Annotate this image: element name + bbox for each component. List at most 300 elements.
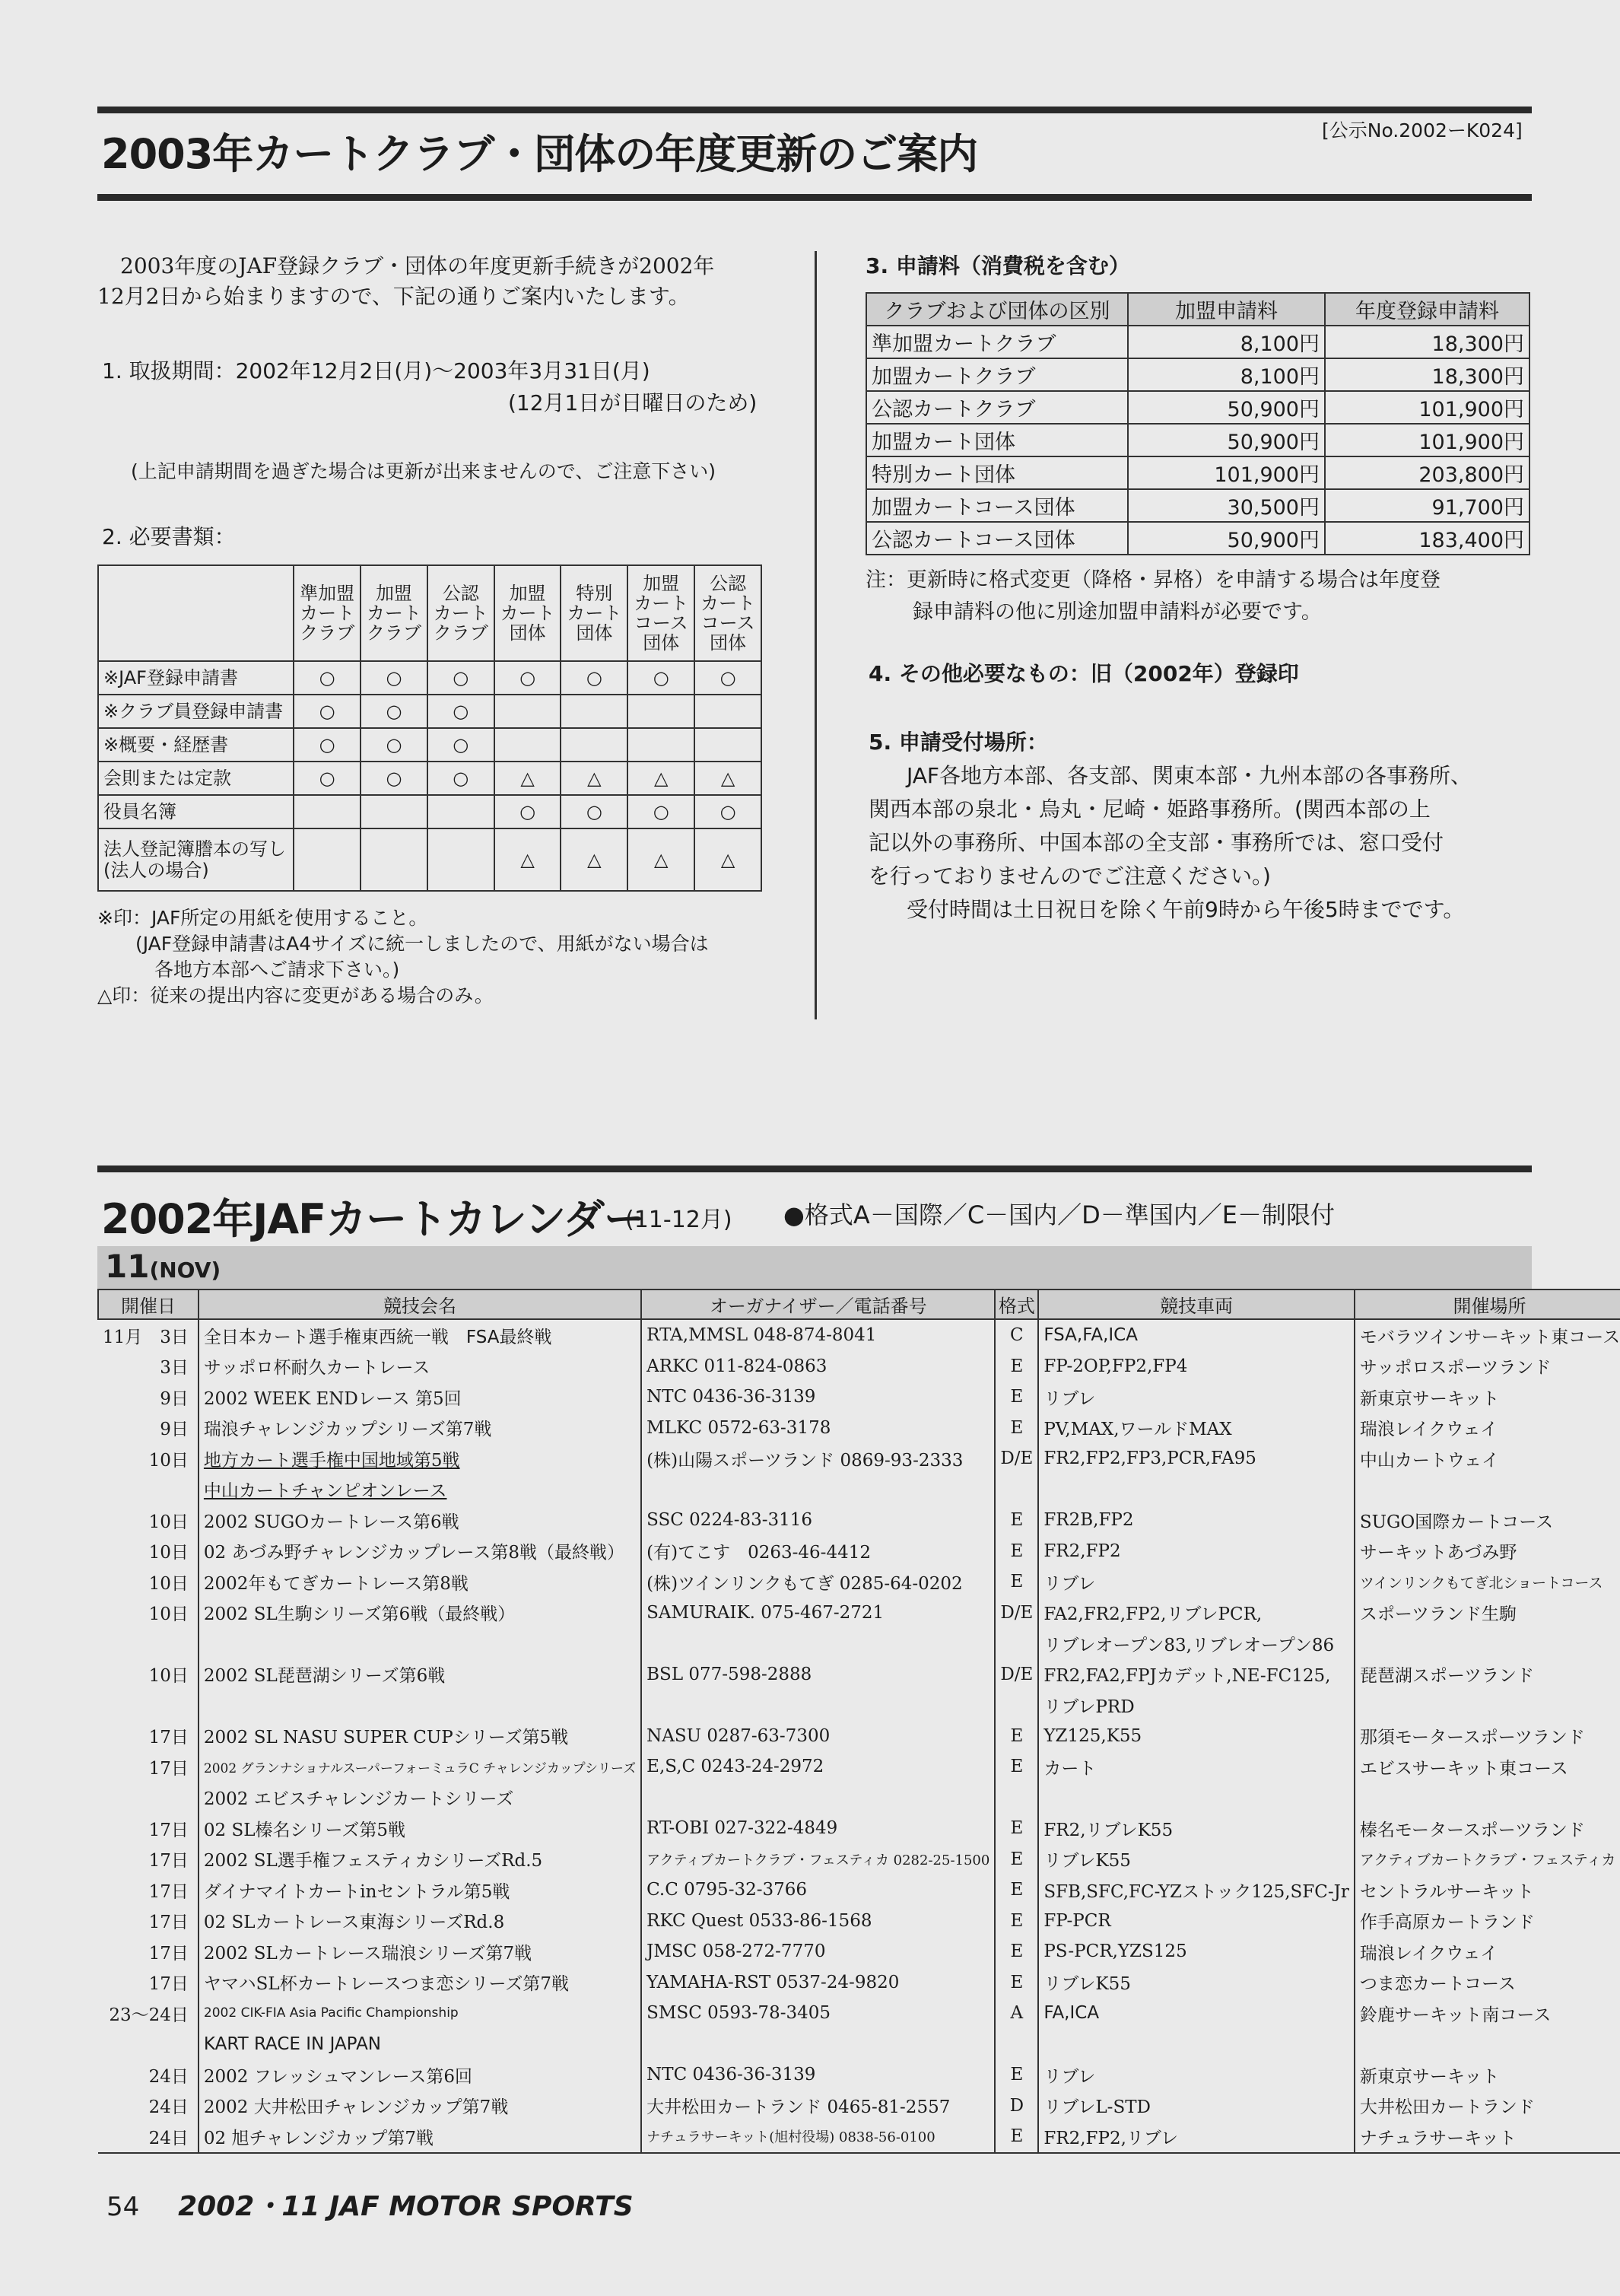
cal-col-header: 競技車両 bbox=[1038, 1290, 1355, 1319]
calendar-row bbox=[98, 1751, 1620, 1782]
event-name: 02 SL榛名シリーズ第5戦 bbox=[199, 1813, 641, 1844]
venue: SUGO国際カートコース bbox=[1355, 1505, 1620, 1536]
docs-row-label: ※JAF登録申請書 bbox=[98, 661, 294, 695]
event-date: 10日 bbox=[148, 1604, 189, 1625]
fees-col-header: 加盟申請料 bbox=[1128, 293, 1325, 326]
event-date: 10日 bbox=[148, 1512, 189, 1532]
organizer bbox=[641, 1628, 995, 1659]
docs-mark: ○ bbox=[294, 661, 361, 695]
docs-mark: ○ bbox=[427, 762, 494, 795]
docs-mark: △ bbox=[694, 762, 761, 795]
event-date: 11月 3日 bbox=[103, 1327, 189, 1347]
reception-line: 記以外の事務所、中国本部の全支部・事務所では、窓口受付 bbox=[869, 830, 1444, 855]
docs-mark bbox=[494, 695, 561, 728]
organizer: ナチュラサーキット(旭村役場) 0838-56-0100 bbox=[641, 2121, 995, 2153]
venue: サーキットあづみ野 bbox=[1355, 1536, 1620, 1567]
docs-mark: ○ bbox=[361, 695, 427, 728]
docs-row bbox=[98, 795, 761, 828]
event-date: 17日 bbox=[148, 1758, 189, 1779]
top-rule bbox=[97, 107, 1532, 113]
reception-line: JAF各地方本部、各支部、関東本部・九州本部の各事務所、 bbox=[907, 763, 1472, 788]
docs-mark bbox=[361, 828, 427, 891]
docs-mark: ○ bbox=[627, 795, 694, 828]
fees-row bbox=[866, 456, 1529, 489]
docs-col-header: 加盟 カート コース 団体 bbox=[627, 565, 694, 661]
venue: サッポロスポーツランド bbox=[1355, 1351, 1620, 1382]
reception-line: を行っておりませんのでご注意ください。) bbox=[869, 863, 1271, 889]
calendar-row bbox=[98, 1690, 1620, 1721]
event-name: サッポロ杯耐久カートレース bbox=[199, 1351, 641, 1382]
docs-mark: ○ bbox=[294, 728, 361, 762]
event-name bbox=[199, 1690, 641, 1721]
calendar-header-row bbox=[98, 1290, 1620, 1319]
page-title: 2003年カートクラブ・団体の年度更新のご案内 bbox=[101, 130, 978, 178]
calendar-row bbox=[98, 1875, 1620, 1906]
event-grade: D bbox=[995, 2091, 1038, 2122]
event-grade: D/E bbox=[995, 1659, 1038, 1690]
event-grade: E bbox=[995, 1875, 1038, 1906]
organizer: NTC 0436-36-3139 bbox=[641, 1382, 995, 1413]
docs-mark bbox=[561, 728, 627, 762]
organizer: MLKC 0572-63-3178 bbox=[641, 1413, 995, 1444]
event-date: 10日 bbox=[148, 1543, 189, 1563]
fees-amount: 91,700円 bbox=[1325, 489, 1529, 522]
calendar-row bbox=[98, 1536, 1620, 1567]
event-grade bbox=[995, 1690, 1038, 1721]
vehicles: リブレ bbox=[1038, 2059, 1355, 2091]
vehicles: FP-PCR bbox=[1038, 1906, 1355, 1937]
docs-mark: ○ bbox=[361, 762, 427, 795]
organizer: YAMAHA-RST 0537-24-9820 bbox=[641, 1967, 995, 1999]
vehicles: PV,MAX,ワールドMAX bbox=[1038, 1413, 1355, 1444]
event-name: 2002 SL琵琶湖シリーズ第6戦 bbox=[199, 1659, 641, 1690]
calendar-row bbox=[98, 1998, 1620, 2029]
venue: 瑞浪レイクウェイ bbox=[1355, 1413, 1620, 1444]
event-name: ヤマハSL杯カートレースつま恋シリーズ第7戦 bbox=[199, 1967, 641, 1999]
event-date: 24日 bbox=[148, 2097, 189, 2118]
calendar-row bbox=[98, 2029, 1620, 2060]
event-name: 全日本カート選手権東西統一戦 FSA最終戦 bbox=[199, 1319, 641, 1351]
organizer: NASU 0287-63-7300 bbox=[641, 1721, 995, 1752]
docs-mark: △ bbox=[494, 762, 561, 795]
docs-row-label: 役員名簿 bbox=[98, 795, 294, 828]
event-date bbox=[98, 1782, 199, 1814]
docs-mark: △ bbox=[561, 762, 627, 795]
event-date bbox=[98, 1628, 199, 1659]
event-grade bbox=[995, 2029, 1038, 2060]
fees-amount: 203,800円 bbox=[1325, 456, 1529, 489]
calendar-row bbox=[98, 1566, 1620, 1598]
event-name: 2002年もてぎカートレース第8戦 bbox=[199, 1566, 641, 1598]
event-grade: E bbox=[995, 1413, 1038, 1444]
event-grade: E bbox=[995, 1566, 1038, 1598]
intro-text bbox=[97, 251, 714, 312]
docs-mark: ○ bbox=[427, 695, 494, 728]
event-grade: E bbox=[995, 1967, 1038, 1999]
venue: 新東京サーキット bbox=[1355, 2059, 1620, 2091]
organizer: E,S,C 0243-24-2972 bbox=[641, 1751, 995, 1782]
calendar-row bbox=[98, 2091, 1620, 2122]
event-date: 17日 bbox=[148, 1728, 189, 1748]
organizer bbox=[641, 2029, 995, 2060]
docs-row-label: 会則または定款 bbox=[98, 762, 294, 795]
organizer: アクティブカートクラブ・フェスティカ 0282-25-1500 bbox=[641, 1844, 995, 1875]
period-note: (上記申請期間を過ぎた場合は更新が出来ませんので、ご注意下さい) bbox=[131, 460, 716, 482]
fees-row bbox=[866, 391, 1529, 424]
event-grade: E bbox=[995, 1813, 1038, 1844]
event-grade bbox=[995, 1628, 1038, 1659]
venue bbox=[1355, 1782, 1620, 1814]
cal-col-header: 開催場所 bbox=[1355, 1290, 1620, 1319]
fees-amount: 8,100円 bbox=[1128, 358, 1325, 391]
venue: アクティブカートクラブ・フェスティカ bbox=[1355, 1844, 1620, 1875]
calendar-table bbox=[97, 1289, 1620, 2154]
docs-mark: ○ bbox=[361, 728, 427, 762]
event-name: 2002 フレッシュマンレース第6回 bbox=[199, 2059, 641, 2091]
docs-mark: △ bbox=[694, 828, 761, 891]
docs-mark: ○ bbox=[294, 695, 361, 728]
event-grade: E bbox=[995, 1906, 1038, 1937]
fees-amount: 183,400円 bbox=[1325, 522, 1529, 555]
vehicles: カート bbox=[1038, 1751, 1355, 1782]
docs-note: ※印：JAF所定の用紙を使用すること。 bbox=[97, 907, 428, 929]
event-grade: E bbox=[995, 1751, 1038, 1782]
event-name: 2002 グランナショナルスーパーフォーミュラC チャレンジカップシリーズ bbox=[199, 1751, 641, 1782]
period-sub: (12月1日が日曜日のため) bbox=[508, 390, 758, 415]
venue: 那須モータースポーツランド bbox=[1355, 1721, 1620, 1752]
event-name: ダイナマイトカートinセントラル第5戦 bbox=[199, 1875, 641, 1906]
fees-amount: 101,900円 bbox=[1325, 424, 1529, 456]
fees-col-header: クラブおよび団体の区別 bbox=[866, 293, 1128, 326]
event-name: 02 旭チャレンジカップ第7戦 bbox=[199, 2121, 641, 2153]
docs-mark bbox=[294, 795, 361, 828]
event-date: 24日 bbox=[148, 2066, 189, 2087]
cal-col-header: 格式 bbox=[995, 1290, 1038, 1319]
venue: 榛名モータースポーツランド bbox=[1355, 1813, 1620, 1844]
event-date bbox=[98, 1474, 199, 1506]
docs-mark bbox=[494, 728, 561, 762]
docs-mark bbox=[694, 695, 761, 728]
venue: セントラルサーキット bbox=[1355, 1875, 1620, 1906]
docs-mark: ○ bbox=[694, 661, 761, 695]
calendar-row bbox=[98, 1721, 1620, 1752]
vehicles: SFB,SFC,FC-YZストック125,SFC-Jr bbox=[1038, 1875, 1355, 1906]
vehicles: FR2B,FP2 bbox=[1038, 1505, 1355, 1536]
fees-amount: 18,300円 bbox=[1325, 358, 1529, 391]
docs-row bbox=[98, 728, 761, 762]
footer bbox=[106, 2185, 634, 2224]
organizer: (株)ツインリンクもてぎ 0285-64-0202 bbox=[641, 1566, 995, 1598]
fees-category: 加盟カートコース団体 bbox=[866, 489, 1128, 522]
vehicles: FR2,FP2,FP3,PCR,FA95 bbox=[1038, 1443, 1355, 1474]
event-name: 2002 SUGOカートレース第6戦 bbox=[199, 1505, 641, 1536]
vehicles: リブレL-STD bbox=[1038, 2091, 1355, 2122]
event-date: 10日 bbox=[148, 1450, 189, 1471]
venue: 中山カートウェイ bbox=[1355, 1443, 1620, 1474]
docs-note: △印：従来の提出内容に変更がある場合のみ。 bbox=[97, 984, 494, 1006]
fees-row bbox=[866, 489, 1529, 522]
event-name: 2002 大井松田チャレンジカップ第7戦 bbox=[199, 2091, 641, 2122]
fees-category: 加盟カート団体 bbox=[866, 424, 1128, 456]
month-label bbox=[105, 1248, 221, 1285]
calendar-row bbox=[98, 1782, 1620, 1814]
required-docs-table bbox=[97, 564, 762, 892]
docs-row bbox=[98, 828, 761, 891]
docs-mark: △ bbox=[494, 828, 561, 891]
vehicles: FA,ICA bbox=[1038, 1998, 1355, 2029]
organizer bbox=[641, 1690, 995, 1721]
calendar-row bbox=[98, 1659, 1620, 1690]
venue bbox=[1355, 1474, 1620, 1506]
docs-row bbox=[98, 762, 761, 795]
event-name: 02 SLカートレース東海シリーズRd.8 bbox=[199, 1906, 641, 1937]
vehicles: FP-2OP,FP2,FP4 bbox=[1038, 1351, 1355, 1382]
cal-col-header: オーガナイザー／電話番号 bbox=[641, 1290, 995, 1319]
docs-col-header: 公認 カート クラブ bbox=[427, 565, 494, 661]
event-name: 2002 エビスチャレンジカートシリーズ bbox=[199, 1782, 641, 1814]
fees-header-row bbox=[866, 293, 1529, 326]
docs-mark: △ bbox=[561, 828, 627, 891]
calendar-row bbox=[98, 1844, 1620, 1875]
event-date: 9日 bbox=[160, 1388, 189, 1409]
docs-notes bbox=[97, 905, 709, 1009]
organizer: RKC Quest 0533-86-1568 bbox=[641, 1906, 995, 1937]
venue: 鈴鹿サーキット南コース bbox=[1355, 1998, 1620, 2029]
calendar-row bbox=[98, 1319, 1620, 1351]
calendar-row bbox=[98, 1936, 1620, 1967]
column-divider bbox=[815, 251, 817, 1019]
cal-col-header: 競技会名 bbox=[199, 1290, 641, 1319]
venue bbox=[1355, 1628, 1620, 1659]
vehicles: FA2,FR2,FP2,リブレPCR, bbox=[1038, 1598, 1355, 1629]
vehicles bbox=[1038, 1474, 1355, 1506]
event-grade: E bbox=[995, 1721, 1038, 1752]
month-bar bbox=[97, 1246, 1532, 1289]
organizer: (株)山陽スポーツランド 0869-93-2333 bbox=[641, 1443, 995, 1474]
docs-col-header: 加盟 カート 団体 bbox=[494, 565, 561, 661]
fees-row bbox=[866, 424, 1529, 456]
vehicles: PS-PCR,YZS125 bbox=[1038, 1936, 1355, 1967]
organizer: BSL 077-598-2888 bbox=[641, 1659, 995, 1690]
month-en: (NOV) bbox=[149, 1258, 221, 1283]
calendar-subtitle: (11-12月) bbox=[625, 1207, 732, 1233]
reception-heading: 5. 申請受付場所： bbox=[869, 730, 1048, 755]
event-name: 2002 SL NASU SUPER CUPシリーズ第5戦 bbox=[199, 1721, 641, 1752]
organizer: RTA,MMSL 048-874-8041 bbox=[641, 1319, 995, 1351]
vehicles: FR2,リブレK55 bbox=[1038, 1813, 1355, 1844]
docs-mark: ○ bbox=[427, 661, 494, 695]
fees-category: 加盟カートクラブ bbox=[866, 358, 1128, 391]
calendar-row bbox=[98, 1906, 1620, 1937]
fees-table bbox=[866, 292, 1530, 555]
event-date: 9日 bbox=[160, 1420, 189, 1440]
vehicles: FR2,FP2 bbox=[1038, 1536, 1355, 1567]
event-date: 17日 bbox=[148, 1881, 189, 1902]
month-number: 11 bbox=[105, 1248, 150, 1285]
organizer: NTC 0436-36-3139 bbox=[641, 2059, 995, 2091]
fees-row bbox=[866, 358, 1529, 391]
fees-category: 特別カート団体 bbox=[866, 456, 1128, 489]
fees-category: 準加盟カートクラブ bbox=[866, 326, 1128, 358]
docs-mark: ○ bbox=[694, 795, 761, 828]
event-date: 10日 bbox=[148, 1666, 189, 1687]
calendar-row bbox=[98, 1351, 1620, 1382]
docs-mark: ○ bbox=[494, 661, 561, 695]
fees-amount: 8,100円 bbox=[1128, 326, 1325, 358]
fees-amount: 30,500円 bbox=[1128, 489, 1325, 522]
docs-mark: △ bbox=[627, 828, 694, 891]
event-grade: E bbox=[995, 1351, 1038, 1382]
docs-mark: ○ bbox=[361, 661, 427, 695]
calendar-row bbox=[98, 1598, 1620, 1629]
event-name: 中山カートチャンピオンレース bbox=[199, 1474, 641, 1506]
docs-note: (JAF登録申請書はA4サイズに統一しましたので、用紙がない場合は bbox=[135, 933, 709, 955]
organizer: JMSC 058-272-7770 bbox=[641, 1936, 995, 1967]
event-date bbox=[98, 1690, 199, 1721]
reception-line: 受付時間は土日祝日を除く午前9時から午後5時までです。 bbox=[907, 897, 1465, 922]
docs-mark bbox=[627, 695, 694, 728]
event-grade: D/E bbox=[995, 1598, 1038, 1629]
calendar-rule bbox=[97, 1165, 1532, 1172]
fees-category: 公認カートクラブ bbox=[866, 391, 1128, 424]
organizer: C.C 0795-32-3766 bbox=[641, 1875, 995, 1906]
event-grade: E bbox=[995, 2059, 1038, 2091]
venue: エビスサーキット東コース bbox=[1355, 1751, 1620, 1782]
fees-row bbox=[866, 326, 1529, 358]
docs-mark bbox=[561, 695, 627, 728]
event-name: 瑞浪チャレンジカップシリーズ第7戦 bbox=[199, 1413, 641, 1444]
event-grade: E bbox=[995, 1505, 1038, 1536]
docs-mark bbox=[361, 795, 427, 828]
organizer: 大井松田カートランド 0465-81-2557 bbox=[641, 2091, 995, 2122]
vehicles bbox=[1038, 2029, 1355, 2060]
fees-amount: 50,900円 bbox=[1128, 391, 1325, 424]
calendar-row bbox=[98, 1443, 1620, 1474]
fees-amount: 101,900円 bbox=[1128, 456, 1325, 489]
event-date: 3日 bbox=[160, 1358, 189, 1379]
docs-col-header: 特別 カート 団体 bbox=[561, 565, 627, 661]
event-date: 23～24日 bbox=[109, 2005, 189, 2025]
event-date: 17日 bbox=[148, 1913, 189, 1933]
fees-row bbox=[866, 522, 1529, 555]
event-name: 2002 SL生駒シリーズ第6戦（最終戦） bbox=[199, 1598, 641, 1629]
calendar-row bbox=[98, 2059, 1620, 2091]
venue bbox=[1355, 1690, 1620, 1721]
fees-note-line: 録申請料の他に別途加盟申請料が必要です。 bbox=[913, 600, 1322, 624]
venue: つま恋カートコース bbox=[1355, 1967, 1620, 1999]
docs-mark: △ bbox=[627, 762, 694, 795]
docs-mark bbox=[694, 728, 761, 762]
magazine-name: 2002・11 JAF MOTOR SPORTS bbox=[178, 2191, 634, 2222]
calendar-row bbox=[98, 1628, 1620, 1659]
docs-row-label: ※クラブ員登録申請書 bbox=[98, 695, 294, 728]
event-grade bbox=[995, 1782, 1038, 1814]
vehicles bbox=[1038, 1782, 1355, 1814]
organizer: SSC 0224-83-3116 bbox=[641, 1505, 995, 1536]
docs-corner bbox=[98, 565, 294, 661]
docs-mark bbox=[427, 795, 494, 828]
docs-mark: ○ bbox=[561, 795, 627, 828]
event-name: KART RACE IN JAPAN bbox=[199, 2029, 641, 2060]
vehicles: リブレK55 bbox=[1038, 1967, 1355, 1999]
event-name: 地方カート選手権中国地域第5戦 bbox=[199, 1443, 641, 1474]
docs-row bbox=[98, 695, 761, 728]
vehicles: リブレK55 bbox=[1038, 1844, 1355, 1875]
docs-mark: ○ bbox=[561, 661, 627, 695]
venue: ツインリンクもてぎ北ショートコース bbox=[1355, 1566, 1620, 1598]
event-date: 17日 bbox=[148, 1851, 189, 1871]
other-items: 4. その他必要なもの：旧（2002年）登録印 bbox=[869, 661, 1299, 686]
calendar-row bbox=[98, 2121, 1620, 2153]
docs-mark: ○ bbox=[494, 795, 561, 828]
docs-row-label: 法人登記簿謄本の写し (法人の場合) bbox=[98, 828, 294, 891]
venue: スポーツランド生駒 bbox=[1355, 1598, 1620, 1629]
intro-line: 12月2日から始まりますので、下記の通りご案内いたします。 bbox=[97, 284, 690, 309]
venue: 大井松田カートランド bbox=[1355, 2091, 1620, 2122]
fees-note bbox=[866, 564, 1441, 628]
event-date: 17日 bbox=[148, 1974, 189, 1995]
fees-amount: 18,300円 bbox=[1325, 326, 1529, 358]
event-name: 02 あづみ野チャレンジカップレース第8戦（最終戦） bbox=[199, 1536, 641, 1567]
organizer: ARKC 011-824-0863 bbox=[641, 1351, 995, 1382]
notice-number: [公示No.2002ーK024] bbox=[1322, 119, 1523, 142]
vehicles: FR2,FP2,リブレ bbox=[1038, 2121, 1355, 2153]
fees-heading: 3. 申請料（消費税を含む） bbox=[866, 253, 1130, 278]
cal-col-header: 開催日 bbox=[98, 1290, 199, 1319]
fees-amount: 50,900円 bbox=[1128, 424, 1325, 456]
organizer: (有)てこす 0263-46-4412 bbox=[641, 1536, 995, 1567]
event-name: 2002 CIK-FIA Asia Pacific Championship bbox=[199, 1998, 641, 2029]
event-date: 17日 bbox=[148, 1943, 189, 1964]
fees-category: 公認カートコース団体 bbox=[866, 522, 1128, 555]
venue: 瑞浪レイクウェイ bbox=[1355, 1936, 1620, 1967]
vehicles: リブレ bbox=[1038, 1566, 1355, 1598]
docs-col-header: 公認 カート コース 団体 bbox=[694, 565, 761, 661]
vehicles: リブレ bbox=[1038, 1382, 1355, 1413]
venue: モバラツインサーキット東コース bbox=[1355, 1319, 1620, 1351]
docs-mark bbox=[294, 828, 361, 891]
calendar-title: 2002年JAFカートカレンダー bbox=[101, 1195, 644, 1243]
fees-amount: 50,900円 bbox=[1128, 522, 1325, 555]
event-date bbox=[98, 2029, 199, 2060]
docs-mark: ○ bbox=[294, 762, 361, 795]
event-name bbox=[199, 1628, 641, 1659]
calendar-row bbox=[98, 1967, 1620, 1999]
calendar-row bbox=[98, 1382, 1620, 1413]
event-grade: E bbox=[995, 1536, 1038, 1567]
calendar-row bbox=[98, 1413, 1620, 1444]
docs-header-row bbox=[98, 565, 761, 661]
docs-note: 各地方本部へご請求下さい。) bbox=[154, 959, 400, 981]
event-name: 2002 SL選手権フェスティカシリーズRd.5 bbox=[199, 1844, 641, 1875]
event-grade: C bbox=[995, 1319, 1038, 1351]
event-date: 10日 bbox=[148, 1573, 189, 1594]
event-grade: E bbox=[995, 1936, 1038, 1967]
fees-col-header: 年度登録申請料 bbox=[1325, 293, 1529, 326]
calendar-row bbox=[98, 1505, 1620, 1536]
title-underline bbox=[97, 194, 1532, 201]
calendar-row bbox=[98, 1474, 1620, 1506]
organizer: RT-OBI 027-322-4849 bbox=[641, 1813, 995, 1844]
organizer bbox=[641, 1474, 995, 1506]
event-grade: A bbox=[995, 1998, 1038, 2029]
period-line: 1. 取扱期間：2002年12月2日(月)～2003年3月31日(月) bbox=[102, 358, 650, 383]
venue: ナチュラサーキット bbox=[1355, 2121, 1620, 2153]
venue bbox=[1355, 2029, 1620, 2060]
vehicles: FSA,FA,ICA bbox=[1038, 1319, 1355, 1351]
vehicles: YZ125,K55 bbox=[1038, 1721, 1355, 1752]
event-name: 2002 SLカートレース瑞浪シリーズ第7戦 bbox=[199, 1936, 641, 1967]
